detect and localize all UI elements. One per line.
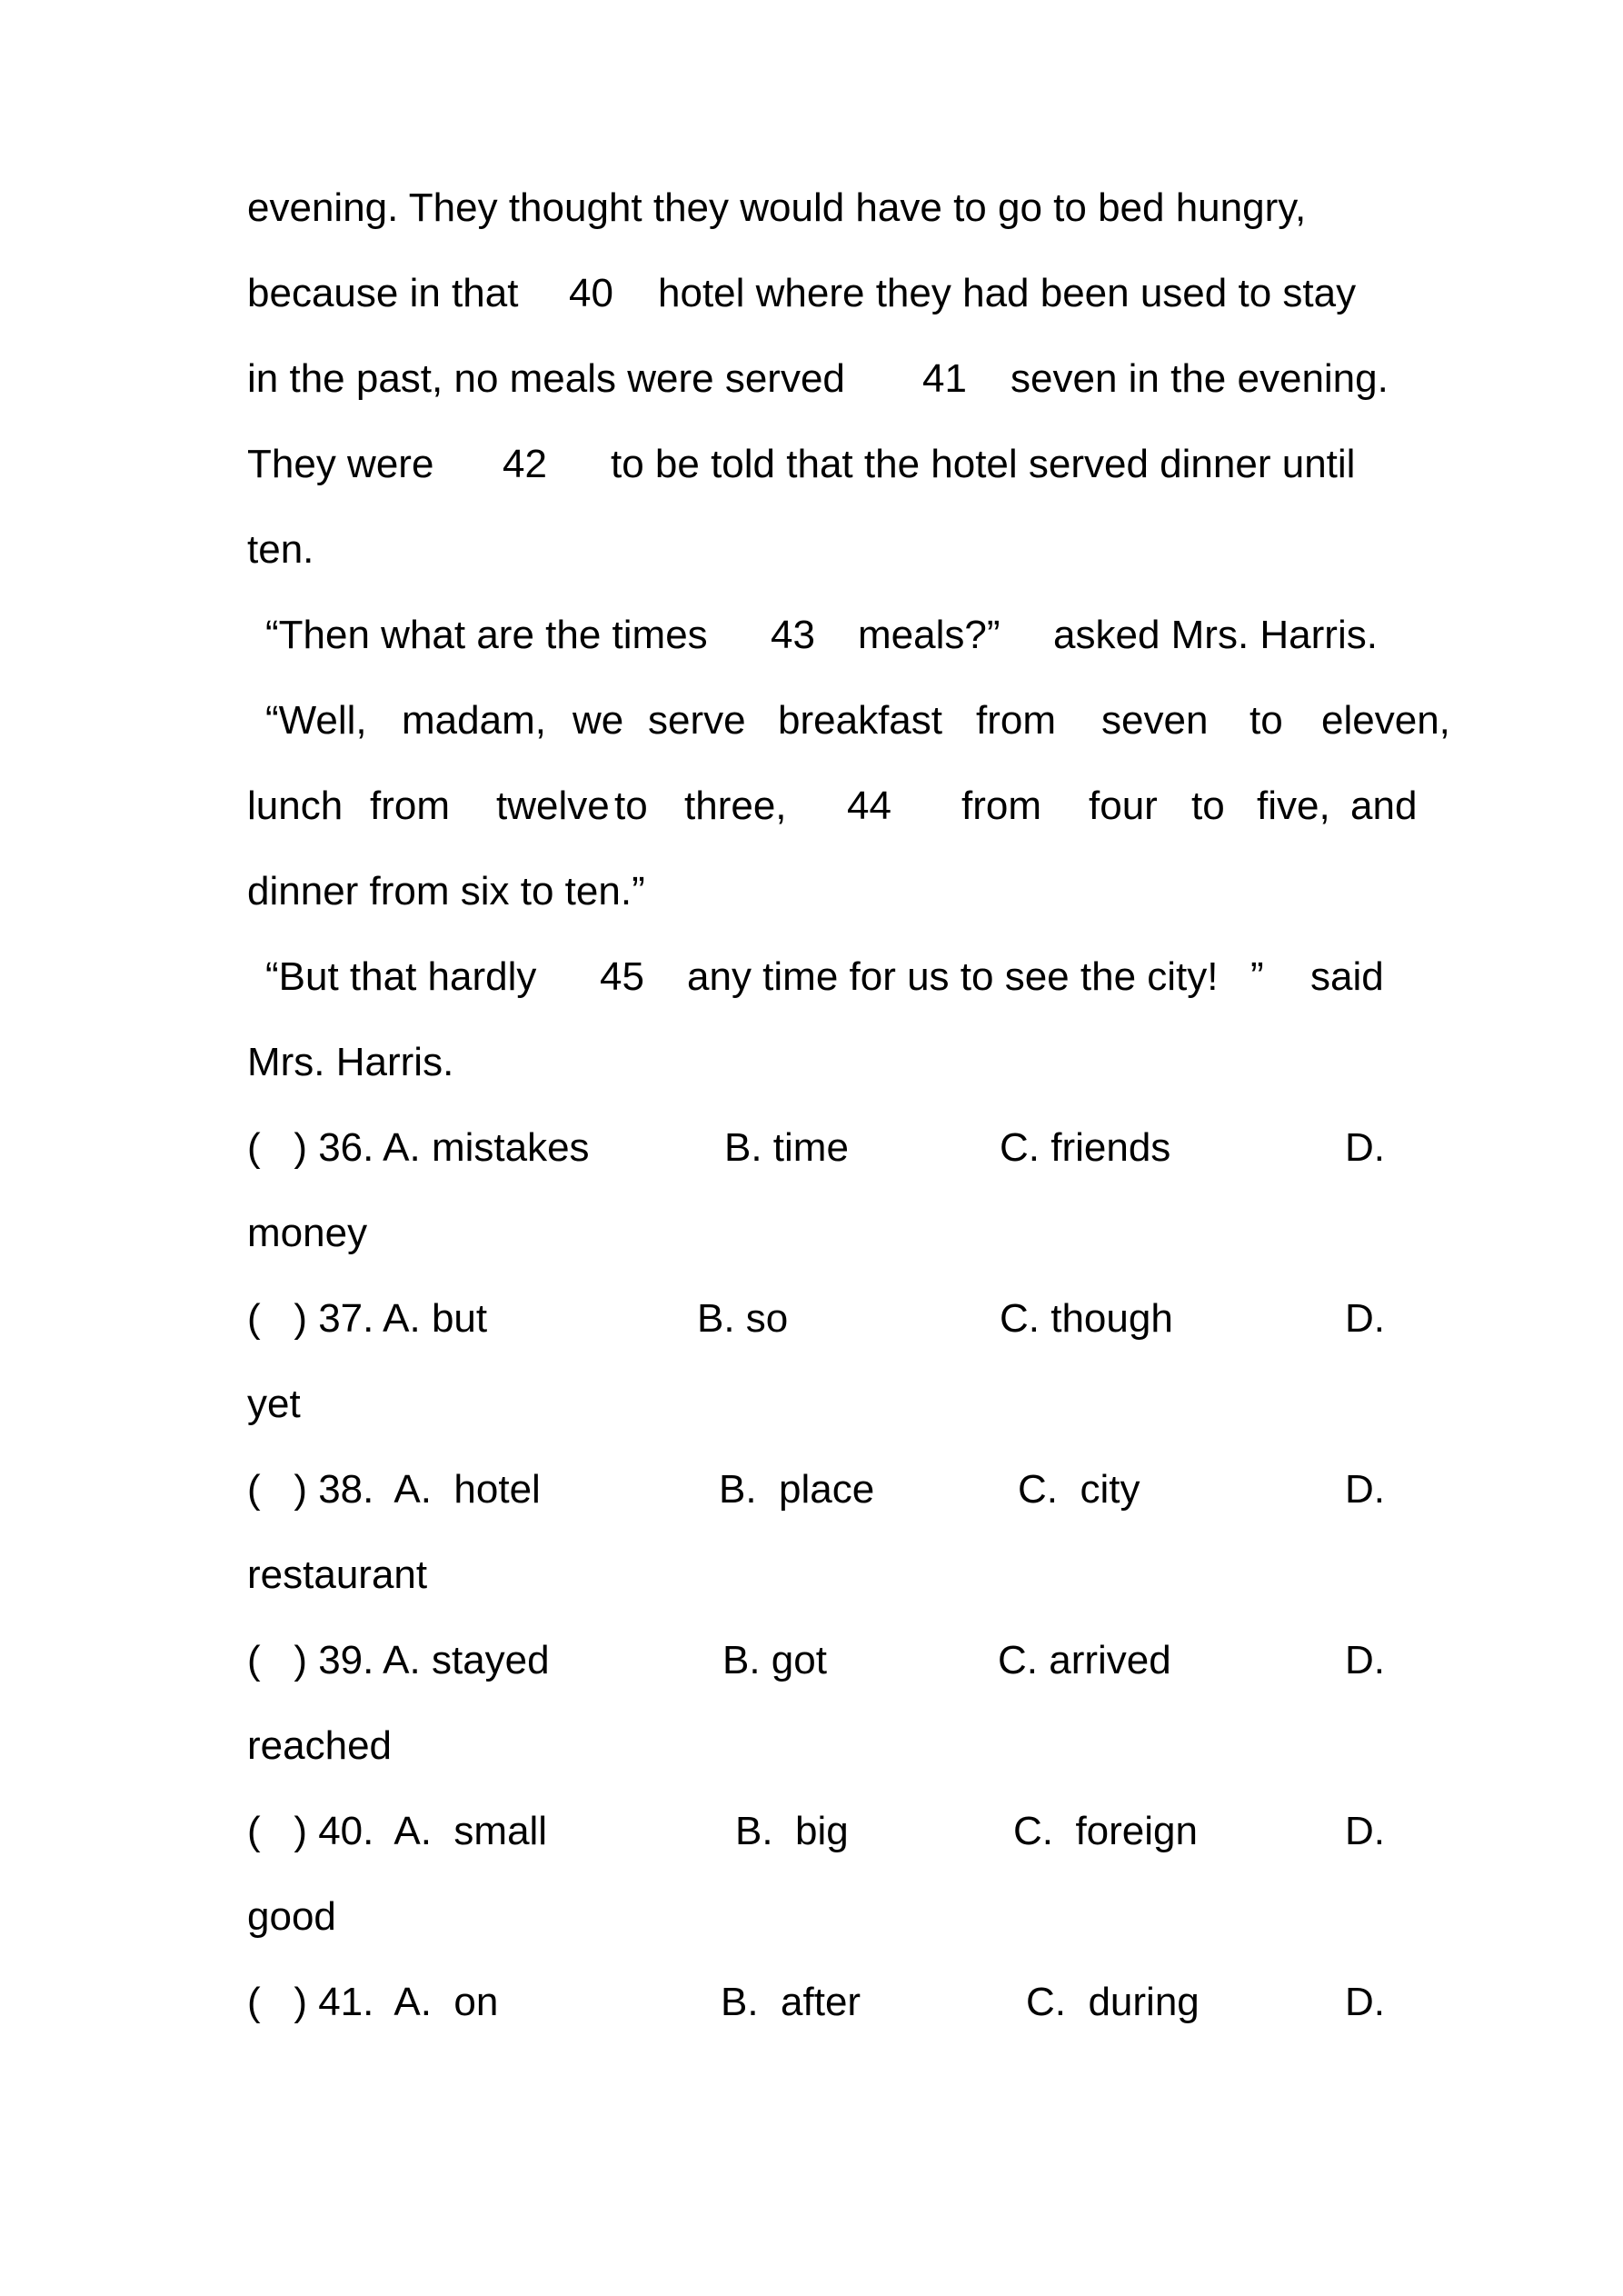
passage-word: from <box>976 698 1056 743</box>
question-number-and-option-a: ( ) 36. A. mistakes <box>247 1125 590 1170</box>
option-c: C. during <box>1026 1980 1200 2024</box>
passage-text: in the past, no meals were served <box>247 356 845 401</box>
passage-word: from <box>961 784 1041 828</box>
question-36 <box>247 1121 1392 1175</box>
passage-line-2 <box>247 266 1392 321</box>
passage-text: They were <box>247 442 434 486</box>
blank-number-40: 40 <box>569 271 613 315</box>
question-41 <box>247 1975 1392 2030</box>
option-b: B. time <box>724 1125 849 1170</box>
passage-text: evening. They thought they would have to go to bed hungry, <box>247 185 1307 230</box>
passage-word: to <box>614 784 648 828</box>
option-d-label: D. <box>1345 1125 1385 1170</box>
question-number-and-option-a: ( ) 41. A. on <box>247 1980 499 2024</box>
passage-word: three, <box>684 784 787 828</box>
passage-text: seven in the evening. <box>1011 356 1389 401</box>
passage-line-4 <box>247 437 1392 492</box>
passage-text: any time for us to see the city! <box>687 954 1219 999</box>
passage-text: “But that hardly <box>265 954 537 999</box>
question-number-and-option-a: ( ) 37. A. but <box>247 1296 488 1341</box>
question-36-option-d-line <box>247 1206 1392 1261</box>
passage-word: five, <box>1257 784 1330 828</box>
passage-word: “Well, <box>265 698 367 743</box>
option-b: B. place <box>719 1467 875 1512</box>
option-c: C. arrived <box>998 1638 1171 1682</box>
passage-word: breakfast <box>778 698 942 743</box>
passage-text: dinner from six to ten.” <box>247 869 645 913</box>
passage-word: serve <box>648 698 746 743</box>
option-d: money <box>247 1211 368 1255</box>
passage-text: asked Mrs. Harris. <box>1053 613 1378 657</box>
question-38-option-d-line <box>247 1548 1392 1602</box>
option-c: C. though <box>1000 1296 1173 1341</box>
passage-line-7 <box>247 694 1450 748</box>
passage-word: seven <box>1101 698 1209 743</box>
option-b: B. so <box>697 1296 789 1341</box>
option-d-label: D. <box>1345 1980 1385 2024</box>
blank-number-45: 45 <box>600 954 644 999</box>
passage-word: madam, <box>402 698 546 743</box>
question-37-option-d-line <box>247 1377 1392 1432</box>
passage-line-3 <box>247 352 1392 406</box>
question-number-and-option-a: ( ) 38. A. hotel <box>247 1467 541 1512</box>
option-b: B. after <box>721 1980 861 2024</box>
question-37 <box>247 1292 1392 1346</box>
option-c: C. foreign <box>1013 1809 1198 1853</box>
passage-line-1 <box>247 181 1392 235</box>
passage-line-5 <box>247 523 1392 577</box>
passage-word: four <box>1089 784 1158 828</box>
passage-line-10 <box>247 950 1392 1004</box>
passage-word: from <box>370 784 450 828</box>
option-d: yet <box>247 1382 301 1426</box>
option-d-label: D. <box>1345 1809 1385 1853</box>
question-40-option-d-line <box>247 1890 1392 1944</box>
passage-line-9 <box>247 864 1392 919</box>
question-40 <box>247 1804 1392 1859</box>
option-d: good <box>247 1894 336 1939</box>
blank-number-43: 43 <box>771 613 815 657</box>
blank-number-41: 41 <box>922 356 967 401</box>
question-number-and-option-a: ( ) 39. A. stayed <box>247 1638 550 1682</box>
question-39-option-d-line <box>247 1719 1392 1773</box>
passage-word: we <box>573 698 624 743</box>
option-d-label: D. <box>1345 1296 1385 1341</box>
passage-text: because in that <box>247 271 519 315</box>
passage-text: ” <box>1250 954 1264 999</box>
question-38 <box>247 1462 1392 1517</box>
passage-text: to be told that the hotel served dinner until <box>611 442 1356 486</box>
passage-text: ten. <box>247 527 314 572</box>
passage-line-6 <box>247 608 1392 663</box>
passage-word: twelve <box>496 784 610 828</box>
passage-word: lunch <box>247 784 344 828</box>
option-b: B. got <box>722 1638 827 1682</box>
question-number-and-option-a: ( ) 40. A. small <box>247 1809 548 1853</box>
option-d-label: D. <box>1345 1638 1385 1682</box>
question-39 <box>247 1633 1392 1688</box>
passage-text: Mrs. Harris. <box>247 1040 454 1084</box>
option-b: B. big <box>735 1809 849 1853</box>
option-d-label: D. <box>1345 1467 1385 1512</box>
passage-line-11 <box>247 1035 1392 1090</box>
option-d: restaurant <box>247 1552 428 1597</box>
passage-text: hotel where they had been used to stay <box>658 271 1357 315</box>
option-d: reached <box>247 1723 393 1768</box>
blank-number-42: 42 <box>503 442 547 486</box>
blank-number-44: 44 <box>847 784 891 828</box>
passage-line-8 <box>247 779 1418 834</box>
passage-word: to <box>1191 784 1225 828</box>
passage-text: meals?” <box>858 613 1001 657</box>
passage-text: said <box>1310 954 1384 999</box>
option-c: C. friends <box>1000 1125 1171 1170</box>
passage-text: “Then what are the times <box>265 613 708 657</box>
passage-word: and <box>1350 784 1418 828</box>
passage-word: to <box>1250 698 1283 743</box>
option-c: C. city <box>1018 1467 1140 1512</box>
passage-word: eleven, <box>1321 698 1450 743</box>
